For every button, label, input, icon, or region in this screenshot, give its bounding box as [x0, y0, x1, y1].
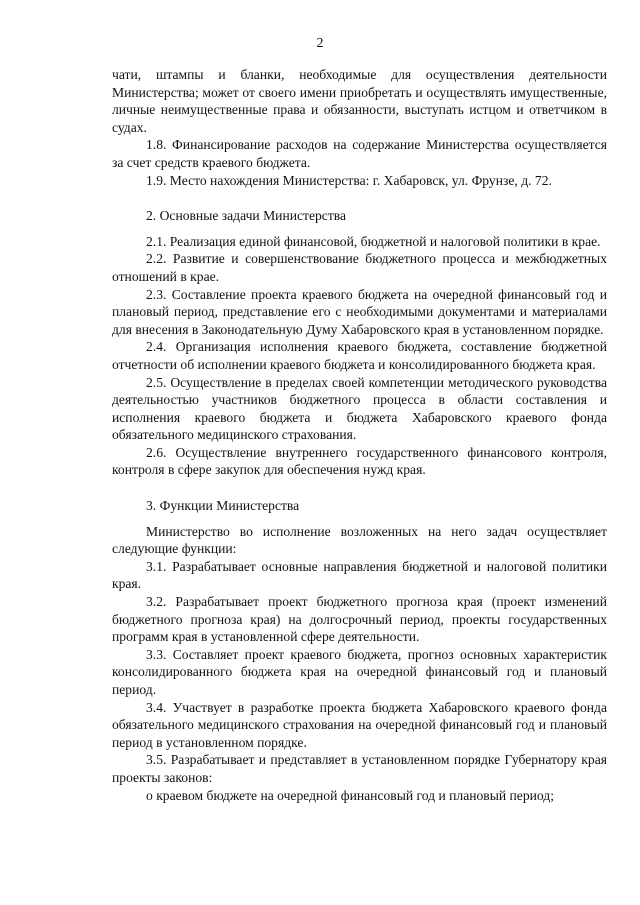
paragraph-1-8: 1.8. Финансирование расходов на содержание Министерства осуществляется за счет средств краевого бюджета.: [112, 137, 607, 170]
paragraph-3-5: 3.5. Разрабатывает и представляет в установленном порядке Губернатору края проекты законов:: [112, 752, 607, 785]
paragraph-3-2: 3.2. Разрабатывает проект бюджетного прогноза края (проект изменений бюджетного прогноза края) на долгосрочный период, проекты государственных программ края в установленной сфере деятельности.: [112, 594, 607, 645]
paragraph-3-4: 3.4. Участвует в разработке проекта бюджета Хабаровского краевого фонда обязательного медицинского страхования на очередной финансовый год и плановый период в установленном порядке.: [112, 699, 607, 750]
paragraph-1-9: 1.9. Место нахождения Министерства: г. Хабаровск, ул. Фрунзе, д. 72.: [146, 172, 552, 188]
paragraph-3-1: 3.1. Разрабатывает основные направления бюджетной и налоговой политики края.: [112, 558, 607, 592]
paragraph-3-3: 3.3. Составляет проект краевого бюджета, прогноз основных характеристик консолидированного бюджета края на очередной финансовый год и плановый период.: [112, 646, 607, 697]
paragraph-2-3: 2.3. Составление проекта краевого бюджета на очередной финансовый год и плановый период, представление его с необходимыми документами и материалами для внесения в Законодательную Думу Хабаровского края в установленном порядке.: [112, 286, 607, 337]
section-heading-2: 2. Основные задачи Министерства: [146, 208, 347, 224]
paragraph-3-5-item: о краевом бюджете на очередной финансовый год и плановый период;: [146, 787, 554, 803]
paragraph-3-intro: Министерство во исполнение возложенных на него задач осуществляет следующие функции:: [112, 523, 607, 557]
paragraph-continuation: чати, штампы и бланки, необходимые для осуществления деятельности Министерства; может от своего имени приобретать и осуществлять имущественные, личные неимущественные права и обязанности, выступать истцом и ответчиком в судах.: [112, 67, 607, 135]
section-heading-3: 3. Функции Министерства: [146, 498, 300, 514]
document-body: [112, 66, 607, 804]
paragraph-2-2: 2.2. Развитие и совершенствование бюджетного процесса и межбюджетных отношений в крае.: [112, 251, 607, 284]
paragraph-2-1: 2.1. Реализация единой финансовой, бюджетной и налоговой политики в крае.: [146, 233, 601, 249]
paragraph-2-6: 2.6. Осуществление внутреннего государственного финансового контроля, контроля в сфере закупок для обеспечения нужд края.: [112, 444, 607, 478]
page-number: 2: [316, 36, 324, 51]
paragraph-2-5: 2.5. Осуществление в пределах своей компетенции методического руководства деятельностью участников бюджетного процесса в области составления и исполнения краевого бюджета и бюджета Хабаровского краевого фонда обязательного медицинского страхования.: [112, 374, 607, 443]
paragraph-2-4: 2.4. Организация исполнения краевого бюджета, составление бюджетной отчетности об исполнении краевого бюджета и консолидированного бюджета края.: [112, 339, 607, 372]
